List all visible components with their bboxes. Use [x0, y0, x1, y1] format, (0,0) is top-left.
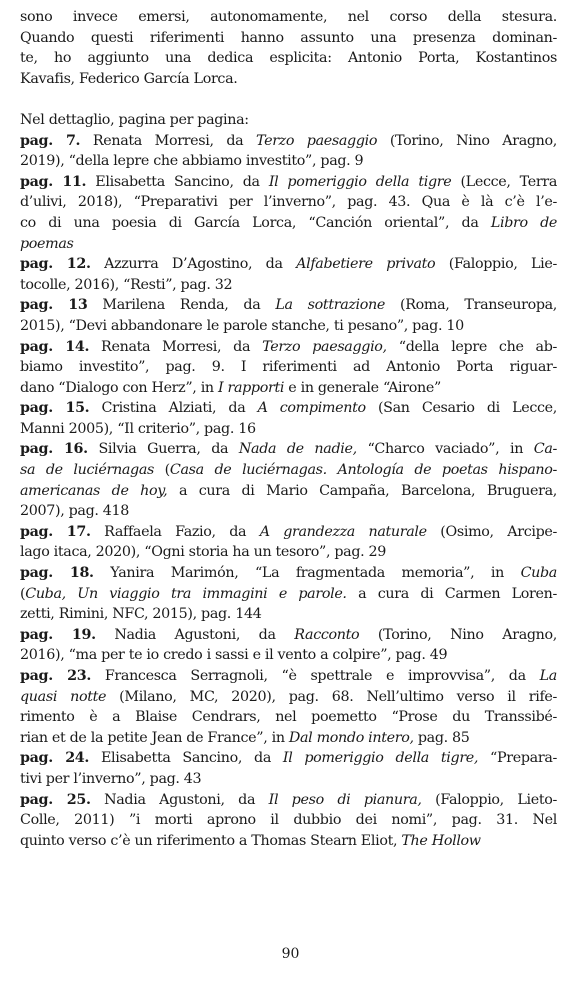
- text-line: [20, 234, 557, 255]
- text-run: (Milano, MC, 2020), pag. 68. Nell’ultimo verso il rife-: [106, 688, 557, 705]
- text-line: [20, 831, 557, 852]
- page-reference: pag. 19.: [20, 626, 96, 643]
- text-run: 2015), “Devi abbandonare le parole stanche, ti pesano”, pag. 10: [20, 317, 464, 334]
- paragraph-spacer: [20, 89, 557, 110]
- text-run: Renata Morresi, da: [89, 338, 263, 355]
- reference-entry: [20, 254, 557, 295]
- text-run: Nel dettaglio, pagina per pagina:: [20, 111, 249, 128]
- text-run: d’ulivi, 2018), “Preparativi per l’inverno”, pag. 43. Qua è là c’è l’e-: [20, 194, 557, 211]
- text-run: Silvia Guerra, da: [87, 441, 239, 458]
- text-line: [20, 584, 557, 605]
- work-title: Libro de: [490, 214, 557, 231]
- reference-entry: [20, 625, 557, 666]
- text-run: Raffaela Fazio, da: [90, 523, 260, 540]
- text-run: (: [153, 462, 170, 479]
- text-run: Nadia Agustoni, da: [90, 791, 269, 808]
- work-title: Dal mondo intero,: [288, 729, 414, 746]
- text-run: Colle, 2011) ”i morti aprono il dubbio dei nomi”, pag. 31. Nel: [20, 812, 557, 829]
- text-run: Elisabetta Sancino, da: [86, 173, 269, 190]
- text-run: Renata Morresi, da: [80, 132, 257, 149]
- text-line: [20, 357, 557, 378]
- text-run: 2007), pag. 418: [20, 503, 130, 520]
- text-line: [20, 275, 557, 296]
- text-run: tivi per l’inverno”, pag. 43: [20, 770, 202, 787]
- work-title: I rapporti: [217, 379, 285, 396]
- reference-entry: [20, 439, 557, 521]
- text-run: co di una poesia di García Lorca, “Canción oriental”, da: [20, 214, 491, 231]
- text-run: (Roma, Transeuropa,: [385, 297, 557, 314]
- text-line: [20, 501, 557, 522]
- page-reference: pag. 15.: [20, 400, 90, 417]
- reference-entry: [20, 172, 557, 254]
- reference-entry: [20, 563, 557, 625]
- text-line: [20, 728, 557, 749]
- text-line: [20, 522, 557, 543]
- text-run: quinto verso c’è un riferimento a Thomas Stearn Eliot,: [20, 832, 402, 849]
- text-run: (Torino, Nino Aragno,: [377, 132, 557, 149]
- work-title: Terzo paesaggio,: [262, 338, 387, 355]
- details-heading: [20, 110, 557, 131]
- text-line: [20, 769, 557, 790]
- work-title: quasi notte: [20, 688, 107, 705]
- page-reference: pag. 17.: [20, 523, 91, 540]
- intro-paragraph: [20, 7, 557, 89]
- work-title: Racconto: [294, 626, 360, 643]
- work-title: Il pomeriggio della tigre: [268, 173, 452, 190]
- work-title: Il peso di pianura,: [268, 791, 422, 808]
- text-line: [20, 69, 557, 90]
- page-reference: pag. 18.: [20, 565, 94, 582]
- text-run: pag. 85: [413, 729, 470, 746]
- work-title: americanas de hoy,: [20, 482, 168, 499]
- text-line: [20, 295, 557, 316]
- text-run: a cura di Mario Campaña, Barcelona, Bruguera,: [167, 482, 557, 499]
- text-run: tocolle, 2016), “Resti”, pag. 32: [20, 276, 233, 293]
- text-line: [20, 172, 557, 193]
- text-line: [20, 7, 557, 28]
- text-line: [20, 378, 557, 399]
- text-run: Elisabetta Sancino, da: [89, 750, 283, 767]
- work-title: Cuba: [520, 565, 557, 582]
- work-title: Terzo paesaggio: [256, 132, 378, 149]
- text-line: [20, 645, 557, 666]
- text-run: e in generale “Airone”: [284, 379, 441, 396]
- text-run: Manni 2005), “Il criterio”, pag. 16: [20, 420, 256, 437]
- text-run: Yanira Marimón, “La fragmentada memoria”, in: [93, 565, 521, 582]
- reference-entry: [20, 748, 557, 789]
- reference-entry: [20, 131, 557, 172]
- work-title: Il pomeriggio della tigre,: [282, 750, 479, 767]
- work-title: sa de luciérnagas: [20, 462, 154, 479]
- page-reference: pag. 23.: [20, 668, 91, 684]
- text-run: (Faloppio, Lie-: [435, 256, 557, 273]
- page-reference: pag. 11.: [20, 173, 87, 190]
- text-run: (Lecce, Terra: [451, 173, 557, 190]
- reference-entry: [20, 398, 557, 439]
- text-run: a cura di Carmen Loren-: [346, 585, 557, 602]
- text-line: [20, 398, 557, 419]
- work-title: A grandezza naturale: [259, 523, 427, 540]
- text-line: [20, 131, 557, 152]
- reference-entry: [20, 337, 557, 399]
- text-run: Cristina Alziati, da: [89, 400, 258, 417]
- text-line: [20, 748, 557, 769]
- text-run: (Faloppio, Lieto-: [421, 791, 557, 808]
- text-run: 2019), “della lepre che abbiamo investito”, pag. 9: [20, 153, 364, 170]
- text-line: [20, 316, 557, 337]
- page-reference: pag. 13: [20, 297, 88, 314]
- text-line: [20, 790, 557, 811]
- text-line: [20, 707, 557, 728]
- text-run: Quando questi riferimenti hanno assunto una presenza dominan-: [20, 29, 557, 46]
- work-title: Ca-: [533, 441, 557, 458]
- text-run: “della lepre che ab-: [386, 338, 557, 355]
- text-line: [20, 439, 557, 460]
- text-line: [20, 810, 557, 831]
- work-title: La sottrazione: [275, 297, 386, 314]
- text-run: lago itaca, 2020), “Ogni storia ha un tesoro”, pag. 29: [20, 544, 387, 561]
- text-run: (San Cesario di Lecce,: [365, 400, 557, 417]
- text-run: (Osimo, Arcipe-: [426, 523, 557, 540]
- text-line: [20, 481, 557, 502]
- page-reference: pag. 24.: [20, 750, 90, 767]
- text-line: [20, 48, 557, 69]
- text-line: [20, 28, 557, 49]
- text-run: dano “Dialogo con Herz”, in: [20, 379, 218, 396]
- work-title: A compimento: [257, 400, 366, 417]
- text-line: [20, 563, 557, 584]
- page-reference: pag. 7.: [20, 132, 81, 149]
- page-reference: pag. 25.: [20, 791, 91, 808]
- text-line: [20, 151, 557, 172]
- reference-entry: [20, 790, 557, 852]
- text-line: [20, 460, 557, 481]
- text-run: zetti, Rimini, NFC, 2015), pag. 144: [20, 606, 262, 623]
- text-line: [20, 625, 557, 646]
- text-run: Azzurra D’Agostino, da: [90, 256, 297, 273]
- text-line: [20, 192, 557, 213]
- work-title: poemas: [20, 235, 74, 252]
- text-line: [20, 666, 557, 687]
- text-run: 2016), “ma per te io credo i sassi e il vento a colpire”, pag. 49: [20, 647, 448, 664]
- work-title: Cuba, Un viaggio tra immagini e parole.: [25, 585, 347, 602]
- work-title: La: [539, 668, 557, 684]
- text-line: [20, 542, 557, 563]
- text-run: rian et de la petite Jean de France”, in: [20, 729, 289, 746]
- text-line: [20, 687, 557, 708]
- reference-entry: [20, 522, 557, 563]
- text-run: “Prepara-: [478, 750, 557, 767]
- text-run: “Charco vaciado”, in: [356, 441, 534, 458]
- page-number: 90: [281, 946, 300, 962]
- text-run: rimento è a Blaise Cendrars, nel poemetto “Prose du Transsibé-: [20, 709, 557, 726]
- work-title: Casa de luciérnagas. Antología de poetas hispano-: [169, 462, 557, 479]
- text-line: [20, 110, 557, 131]
- text-line: [20, 337, 557, 358]
- text-run: sono invece emersi, autonomamente, nel corso della stesura.: [20, 9, 557, 25]
- text-line: [20, 213, 557, 234]
- text-line: [20, 419, 557, 440]
- text-run: Marilena Renda, da: [87, 297, 276, 314]
- text-line: [20, 604, 557, 625]
- page-reference: pag. 14.: [20, 338, 90, 355]
- page-reference: pag. 16.: [20, 441, 88, 458]
- text-run: Nadia Agustoni, da: [95, 626, 295, 643]
- text-run: biamo investito”, pag. 9. I riferimenti ad Antonio Porta riguar-: [20, 359, 557, 376]
- text-run: te, ho aggiunto una dedica esplicita: Antonio Porta, Kostantinos: [20, 50, 557, 67]
- reference-entry: [20, 295, 557, 336]
- text-run: (: [20, 585, 26, 602]
- reference-entry: [20, 666, 557, 748]
- text-run: Francesca Serragnoli, “è spettrale e improvvisa”, da: [90, 668, 540, 684]
- page-reference: pag. 12.: [20, 256, 91, 273]
- work-title: Alfabetiere privato: [296, 256, 436, 273]
- work-title: Nada de nadie,: [238, 441, 357, 458]
- document-body: [20, 7, 557, 851]
- text-run: (Torino, Nino Aragno,: [359, 626, 557, 643]
- work-title: The Hollow: [401, 832, 481, 849]
- text-line: [20, 254, 557, 275]
- text-run: Kavafis, Federico García Lorca.: [20, 70, 238, 87]
